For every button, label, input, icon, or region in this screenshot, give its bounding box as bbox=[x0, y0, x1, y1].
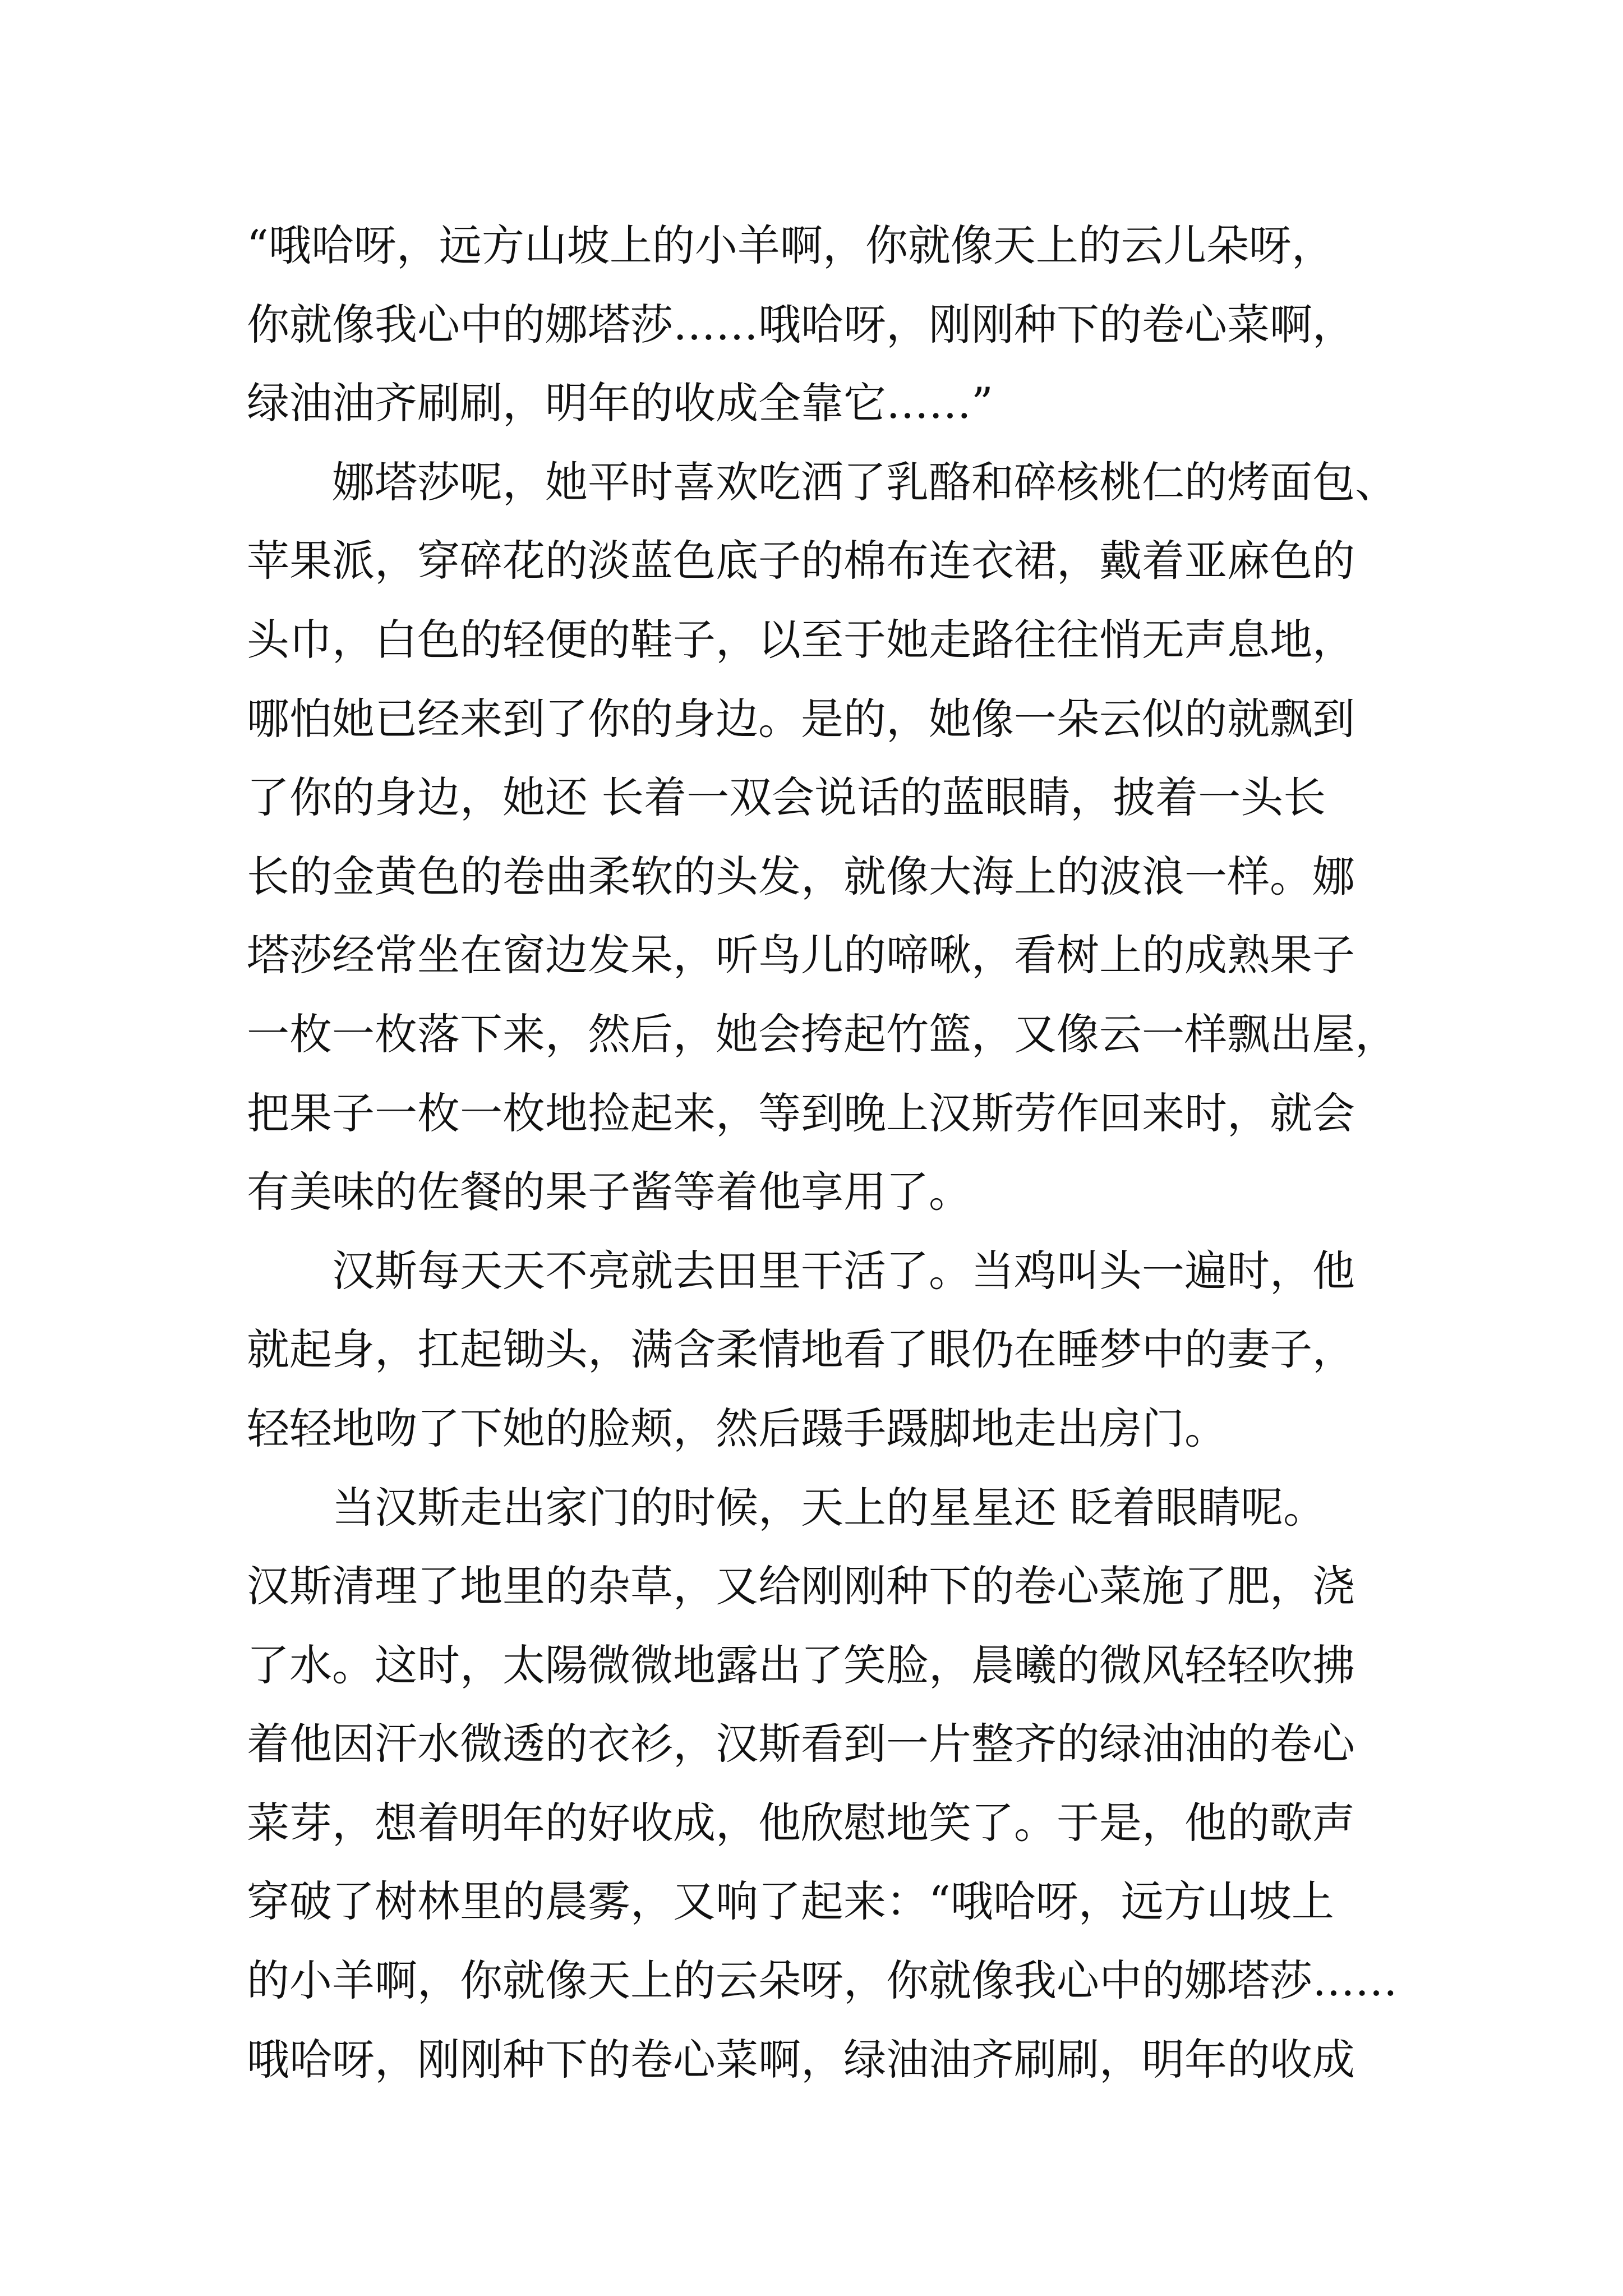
text-line: 轻轻地吻了下她的脸颊，然后蹑手蹑脚地走出房门。 bbox=[247, 1403, 1227, 1453]
text-line: 着他因汗水微透的衣衫，汉斯看到一片整齐的绿油油的卷心 bbox=[247, 1719, 1355, 1769]
text-line: 塔莎经常坐在窗边发呆，听鸟儿的啼啾，看树上的成熟果子 bbox=[247, 930, 1355, 981]
text-line: “哦哈呀，远方山坡上的小羊啊，你就像天上的云儿朵呀， bbox=[247, 220, 1334, 270]
text-line: 绿油油齐刷刷，明年的收成全靠它……” bbox=[247, 378, 993, 429]
text-line: 哪怕她已经来到了你的身边。是的，她像一朵云似的就飘到 bbox=[247, 693, 1355, 744]
text-line: 的小羊啊，你就像天上的云朵呀，你就像我心中的娜塔莎…… bbox=[247, 1955, 1398, 2006]
text-line: 了你的身边，她还 长着一双会说话的蓝眼睛，披着一头长 bbox=[247, 772, 1326, 823]
text-line: 一枚一枚落下来，然后，她会挎起竹篮，又像云一样飘出屋， bbox=[247, 1009, 1398, 1059]
text-line: 你就像我心中的娜塔莎……哦哈呀，刚刚种下的卷心菜啊， bbox=[247, 299, 1355, 349]
text-line: 当汉斯走出家门的时候，天上的星星还 眨着眼睛呢。 bbox=[247, 1482, 1326, 1533]
text-line: 苹果派，穿碎花的淡蓝色底子的棉布连衣裙，戴着亚麻色的 bbox=[247, 536, 1355, 586]
text-line: 娜塔莎呢，她平时喜欢吃洒了乳酪和碎核桃仁的烤面包、 bbox=[247, 457, 1398, 507]
text-line: 头巾，白色的轻便的鞋子，以至于她走路往往悄无声息地， bbox=[247, 614, 1355, 665]
text-line: 穿破了树林里的晨雾，又响了起来：“哦哈呀，远方山坡上 bbox=[247, 1876, 1334, 1927]
text-line: 长的金黄色的卷曲柔软的头发，就像大海上的波浪一样。娜 bbox=[247, 851, 1355, 901]
text-line: 了水。这时，太陽微微地露出了笑脸，晨曦的微风轻轻吹拂 bbox=[247, 1640, 1355, 1690]
body-text bbox=[247, 206, 1424, 2099]
text-line: 哦哈呀，刚刚种下的卷心菜啊，绿油油齐刷刷，明年的收成 bbox=[247, 2034, 1355, 2085]
text-line: 就起身，扛起锄头，满含柔情地看了眼仍在睡梦中的妻子， bbox=[247, 1324, 1355, 1375]
text-line: 汉斯清理了地里的杂草，又给刚刚种下的卷心菜施了肥，浇 bbox=[247, 1561, 1355, 1612]
text-line: 汉斯每天天不亮就去田里干活了。当鸡叫头一遍时，他 bbox=[247, 1245, 1355, 1296]
text-line: 菜芽，想着明年的好收成，他欣慰地笑了。于是，他的歌声 bbox=[247, 1797, 1355, 1848]
text-line: 把果子一枚一枚地捡起来，等到晚上汉斯劳作回来时，就会 bbox=[247, 1088, 1355, 1138]
text-line: 有美味的佐餐的果子酱等着他享用了。 bbox=[247, 1167, 971, 1217]
